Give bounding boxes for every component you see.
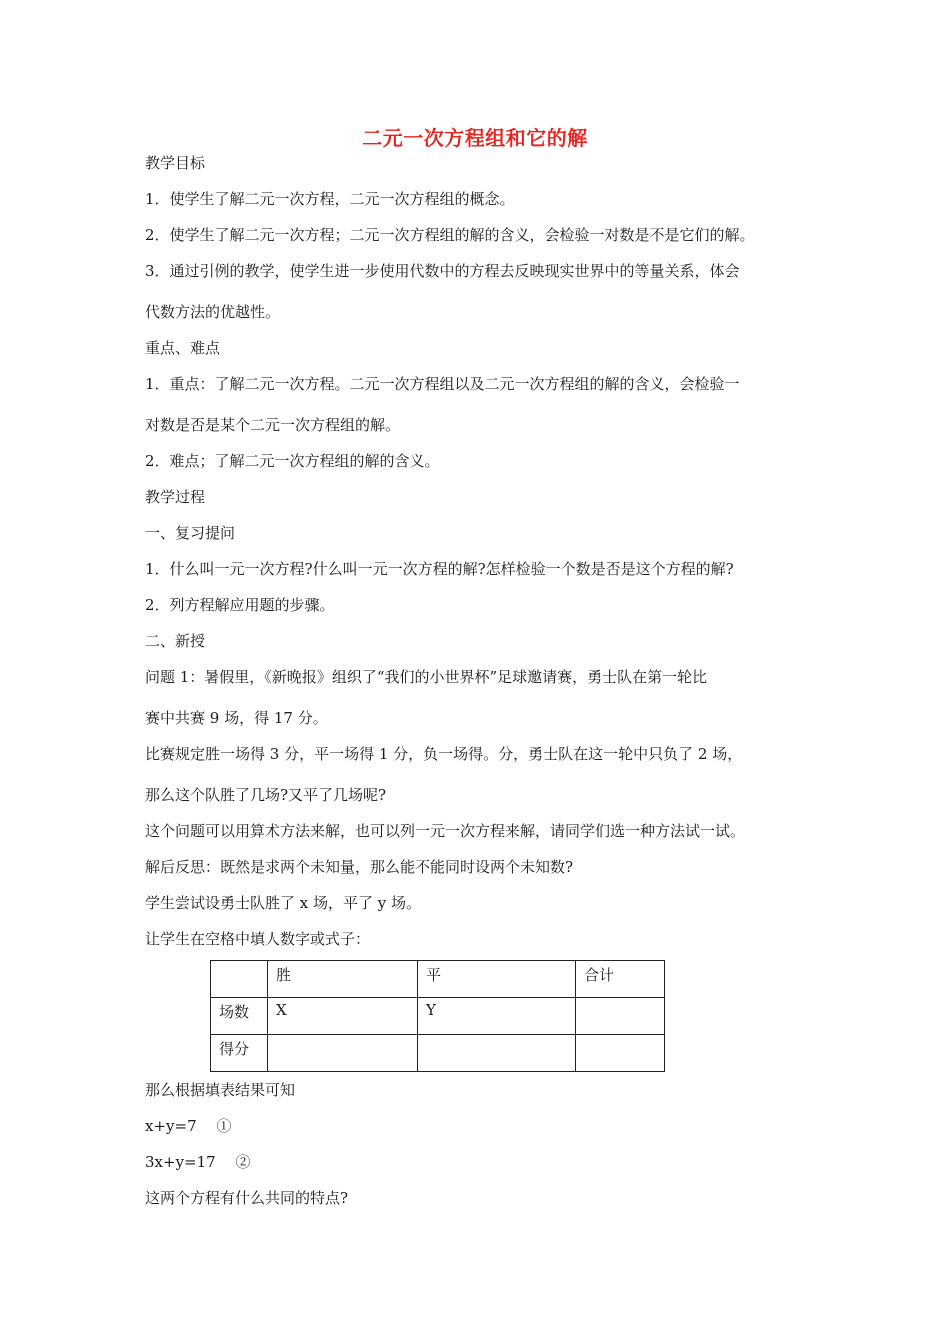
table-cell: 得分 <box>211 1035 268 1072</box>
paragraph-line: 2．使学生了解二元一次方程；二元一次方程组的解的含义，会检验一对数是不是它们的解。 <box>145 226 755 244</box>
table-cell <box>576 1035 665 1072</box>
paragraph-line: 对数是否是某个二元一次方程组的解。 <box>145 416 401 434</box>
paragraph-line: 2．难点；了解二元一次方程组的解的含义。 <box>145 452 440 470</box>
table-row <box>211 1035 665 1072</box>
paragraph-line: 2．列方程解应用题的步骤。 <box>145 596 335 614</box>
paragraph-line: 1．重点：了解二元一次方程。二元一次方程组以及二元一次方程组的解的含义，会检验一 <box>145 375 740 393</box>
paragraph-line: 1．什么叫一元一次方程?什么叫一元一次方程的解?怎样检验一个数是否是这个方程的解? <box>145 560 734 578</box>
table-header-row <box>211 961 665 998</box>
paragraph-line: 代数方法的优越性。 <box>145 303 281 321</box>
table-cell: X <box>268 998 418 1035</box>
table-row <box>211 998 665 1035</box>
paragraph-line: 赛中共赛 9 场，得 17 分。 <box>145 709 328 727</box>
table-cell <box>211 961 268 998</box>
section-heading: 二、新授 <box>145 632 206 650</box>
table-cell: 合计 <box>576 961 665 998</box>
table-cell <box>418 1035 576 1072</box>
document-title: 二元一次方程组和它的解 <box>362 126 588 150</box>
paragraph-line: 让学生在空格中填人数字或式子： <box>145 930 371 948</box>
section-heading: 重点、难点 <box>145 339 221 357</box>
equation-line: 3x+y=17 ② <box>145 1153 251 1171</box>
table-cell: 平 <box>418 961 576 998</box>
table-cell <box>576 998 665 1035</box>
table-cell <box>268 1035 418 1072</box>
paragraph-line: 学生尝试设勇士队胜了 x 场，平了 y 场。 <box>145 894 422 912</box>
paragraph-line: 问题 1：暑假里，《新晚报》组织了“我们的小世界杯”足球邀请赛，勇士队在第一轮比 <box>145 668 708 686</box>
section-heading: 教学过程 <box>145 488 206 506</box>
section-heading: 一、复习提问 <box>145 524 236 542</box>
fill-in-table <box>210 960 665 1072</box>
table-cell: 胜 <box>268 961 418 998</box>
paragraph-line: 3．通过引例的教学，使学生进一步使用代数中的方程去反映现实世界中的等量关系，体会 <box>145 262 740 280</box>
paragraph-line: 比赛规定胜一场得 3 分，平一场得 1 分，负一场得。分，勇士队在这一轮中只负了 2 场， <box>145 745 743 763</box>
table-cell: Y <box>418 998 576 1035</box>
equation-line: x+y=7 ① <box>145 1117 232 1135</box>
table-cell: 场数 <box>211 998 268 1035</box>
paragraph-line: 那么这个队胜了几场?又平了几场呢? <box>145 786 387 804</box>
paragraph-line: 这两个方程有什么共同的特点? <box>145 1189 349 1207</box>
paragraph-line: 那么根据填表结果可知 <box>145 1081 296 1099</box>
paragraph-line: 解后反思：既然是求两个未知量，那么能不能同时设两个未知数? <box>145 858 574 876</box>
paragraph-line: 这个问题可以用算术方法来解，也可以列一元一次方程来解，请同学们选一种方法试一试。 <box>145 822 746 840</box>
paragraph-line: 1．使学生了解二元一次方程，二元一次方程组的概念。 <box>145 190 515 208</box>
section-heading: 教学目标 <box>145 154 206 172</box>
